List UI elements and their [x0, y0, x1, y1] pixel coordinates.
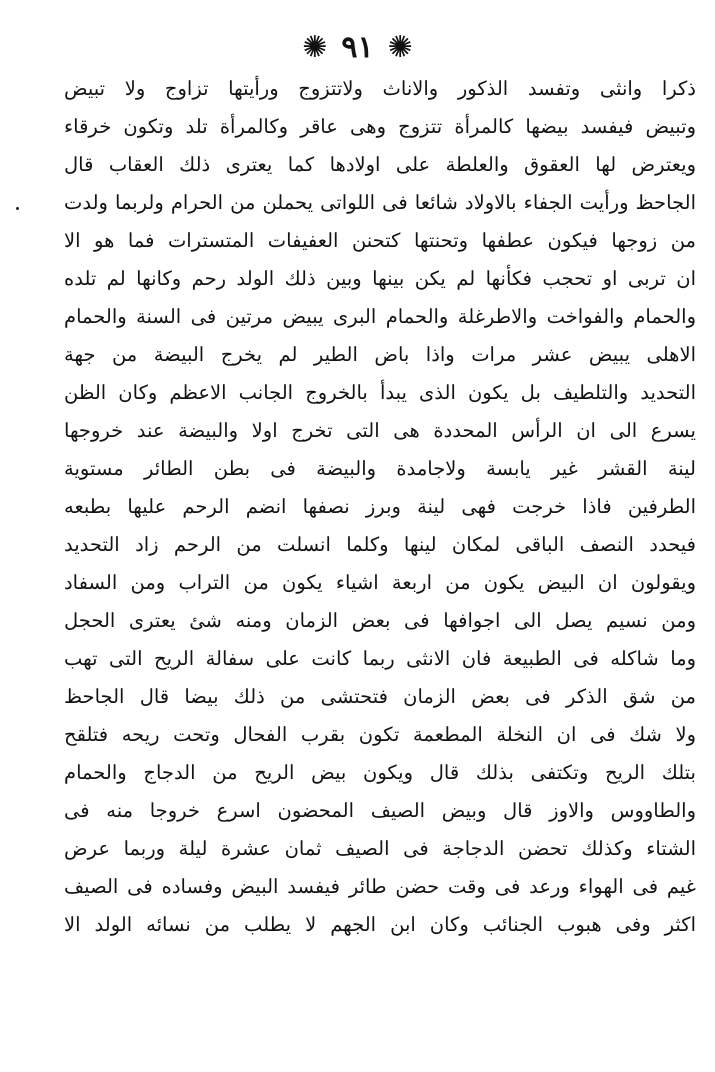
ornament-left-icon: ✺: [302, 30, 328, 65]
text-line: والطاووس والاوز قال وبيض الصيف المحضون اسرع خروجا منه فى: [64, 799, 696, 822]
text-line: وما شاكله فى الطبيعة فان الانثى ربما كانت على سفالة الريح التى تهب: [64, 647, 696, 670]
text-line: التحديد والتلطيف بل يكون الذى يبدأ بالخروج الجانب الاعظم وكان الظن: [64, 381, 696, 404]
text-line: الاهلى يبيض عشر مرات واذا باض الطير لم يخرج البيضة من جهة: [64, 343, 696, 366]
text-line: ان تربى او تحجب فكأنها لم يكن بينها وبين ذلك الولد رحم وكانها لم تلده: [64, 267, 696, 290]
text-line: والحمام والفواخت والاطرغلة والحمام البرى يبيض مرتين فى السنة والحمام: [64, 305, 696, 328]
text-line: وتبيض فيفسد بيضها كالمرأة تتزوج وهى عاقر وكالمرأة تلد وتكون خرقاء: [64, 115, 696, 138]
text-line: ذكرا وانثى وتفسد الذكور والاناث ولاتتزوج ورأيتها تزاوج ولا تبيض: [64, 77, 696, 100]
text-line: اكثر وفى هبوب الجنائب وكان ابن الجهم لا يطلب من نسائه الولد الا: [64, 913, 696, 936]
text-line: من زوجها فيكون عطفها وتحنتها كتحنن العفيفات المتسترات فما هو الا: [64, 229, 696, 252]
text-line: ولا شك فى ان النخلة المطعمة تكون بقرب الفحال وتحت ريحه فتلقح: [64, 723, 696, 746]
ornament-right-icon: ✺: [387, 30, 413, 65]
text-line: غيم فى الهواء ورعد فى وقت حضن طائر فيفسد البيض وفساده فى الصيف: [64, 875, 696, 898]
page-number: ٩١: [341, 30, 374, 65]
text-line: فيحدد النصف الباقى لمكان لينها وكلما انسلت من الرحم زاد التحديد: [64, 533, 696, 556]
margin-mark: [16, 207, 19, 210]
text-line: ويقولون ان البيض يكون من اربعة اشياء يكون من التراب ومن السفاد: [64, 571, 696, 594]
text-line: الشتاء وكذلك تحضن الدجاجة فى الصيف ثمان عشرة ليلة وربما عرض: [64, 837, 696, 860]
page-header: [0, 26, 715, 70]
text-line: الطرفين فاذا خرجت فهى لينة وبرز نصفها انضم الرحم عليها بطبعه: [64, 495, 696, 518]
text-line: الجاحظ ورأيت الجفاء بالاولاد شائعا فى اللواتى يحملن من الحرام ولربما ولدت: [64, 191, 696, 214]
text-line: لينة القشر غير يابسة ولاجامدة والبيضة فى بطن الطائر مستوية: [64, 457, 696, 480]
text-line: يسرع الى ان الرأس المحددة هى التى تخرج اولا والبيضة عند خروجها: [64, 419, 696, 442]
text-line: ومن نسيم يصل الى اجوافها فى بعض الزمان ومنه شئ يعترى الحجل: [64, 609, 696, 632]
body-text: [64, 70, 696, 944]
text-line: بتلك الريح وتكتفى بذلك قال ويكون بيض الريح من الدجاج والحمام: [64, 761, 696, 784]
text-line: من شق الذكر فى بعض الزمان فتحتشى من ذلك بيضا قال الجاحظ: [64, 685, 696, 708]
text-line: ويعترض لها العقوق والعلطة على اولادها كما يعترى ذلك العقاب قال: [64, 153, 696, 176]
